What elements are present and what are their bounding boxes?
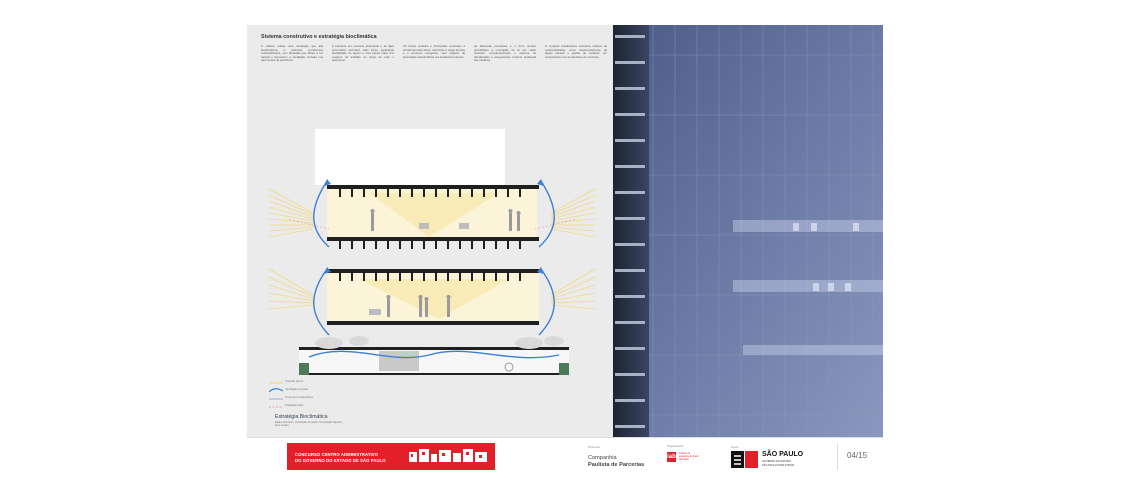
contest-title-line-1: CONCURSO CENTRO ADMINISTRATIVO — [295, 452, 379, 457]
body-column-4: As aberturas pivotantes e o forro técnico possibilitam a renovação do ar por efeito chaminé, complementando o sistema de climatização e assegurando conforto ambiental aos usuários. — [474, 44, 536, 63]
body-text-columns — [261, 45, 607, 113]
facade-rendering-image — [613, 25, 883, 437]
page-number: 04/15 — [847, 451, 868, 460]
presentation-board — [247, 25, 883, 475]
contest-banner — [287, 443, 495, 470]
promoter-name: Companhia Paulista de Parcerias — [588, 455, 645, 468]
legend-item-cross-ventilation: Ventilação cruzada — [269, 388, 389, 394]
strategy-subtitle: Efeito Chaminé / Ventilação Cruzada / Iluminação Natural / Sem escala — [275, 421, 343, 428]
sao-paulo-title: SÃO PAULO — [762, 451, 804, 458]
board-footer — [247, 437, 883, 476]
sao-paulo-slogan: SÃO PAULO PARA TODOS — [762, 464, 795, 467]
promoter-label: Promotor — [588, 445, 601, 449]
iab-logo-icon: iab — [667, 454, 676, 460]
text-and-section-panel — [247, 25, 613, 437]
board-title: Sistema construtivo e estratégia bioclimática — [261, 34, 377, 40]
organizer-name: instituto de arquitetos do brasil são paulo — [679, 453, 699, 461]
support-label: Apoio — [731, 445, 739, 449]
legend-item-solar-irradiation: Irradiação solar — [285, 404, 304, 407]
bioclimatic-section-drawing — [269, 129, 595, 384]
strategy-title: Estratégia Bioclimática — [275, 414, 328, 420]
contest-title-line-2: DO GOVERNO DO ESTADO DE SÃO PAULO — [295, 458, 386, 463]
footer-divider — [837, 444, 838, 470]
legend-item-light-control: Controle da luz — [285, 380, 304, 383]
sao-paulo-logo-icon — [731, 451, 759, 468]
body-column-2: A estrutura em concreto protendido e as lajes nervuradas permitem vãos livres, garantindo flexibilidade de layout e uma leitura clara dos espaços de trabalho ao longo de todo o pavimento. — [332, 44, 394, 63]
legend-item-air-exchange: Troca de ar sistemática — [285, 396, 313, 399]
organizer-label: Organizador — [667, 444, 684, 448]
body-column-5: O conjunto arquitetônico incorpora critérios de sustentabilidade, como reaproveitamento de águas pluviais e gestão de resíduos, em consonância com as diretrizes do concurso. — [545, 44, 607, 59]
contest-banner-graphic — [407, 446, 491, 467]
body-column-1: O edifício reflete uma estratégia que alia bioclimatismo e sistemas construtivos industrializados, com fachadas que filtram a luz natural e favorecem a ventilação cruzada nos pavimentos de escritórios. — [261, 44, 323, 63]
sao-paulo-subtitle: GOVERNO DO ESTADO — [762, 460, 792, 463]
body-column-3: Os brises verticais e horizontais controlam a incidência solar direta, reduzindo a carga térmica e o consumo energético, sem prejuízo da iluminação natural difusa nos ambientes internos. — [403, 44, 465, 59]
